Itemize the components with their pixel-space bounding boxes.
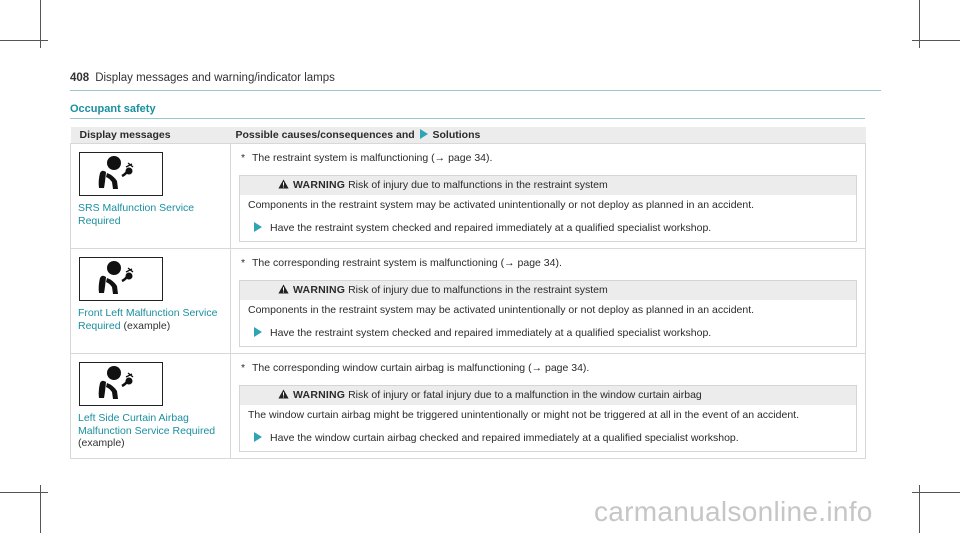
display-message-label: Front Left Malfunction Service Required	[78, 307, 218, 332]
display-message-text	[78, 412, 224, 450]
example-note: (example)	[123, 319, 171, 332]
display-message-text	[78, 307, 224, 332]
solution-item	[240, 321, 856, 346]
display-message-label: Left Side Curtain Airbag Malfunction Service Required	[78, 412, 216, 437]
col-header-prefix: Possible causes/consequences and	[235, 129, 415, 141]
crop-mark	[919, 0, 920, 48]
warning-text: Risk of injury due to malfunctions in the restraint system	[348, 179, 608, 191]
solution-item	[240, 426, 856, 451]
warning-header	[240, 176, 856, 195]
solution-item	[240, 216, 856, 241]
warning-body: Components in the restraint system may be activated unintentionally or not deploy as planned in an accident.	[240, 195, 856, 216]
crop-mark	[919, 485, 920, 533]
cause-text: The restraint system is malfunctioning (→ page 34).	[252, 152, 493, 164]
warning-body: Components in the restraint system may be activated unintentionally or not deploy as planned in an accident.	[240, 300, 856, 321]
warning-text: Risk of injury or fatal injury due to a malfunction in the window curtain airbag	[348, 389, 702, 401]
example-note: (example)	[78, 437, 125, 449]
cause-item	[238, 152, 857, 165]
warning-triangle-icon	[278, 389, 289, 399]
page-header	[70, 72, 335, 84]
play-arrow-icon	[254, 432, 262, 442]
table-row	[71, 354, 866, 459]
table-header-row	[71, 127, 866, 144]
crop-mark	[40, 485, 41, 533]
play-arrow-icon	[420, 129, 428, 139]
display-message-cell	[71, 144, 231, 249]
warning-box	[239, 385, 857, 452]
warning-header	[240, 281, 856, 300]
solution-text: Have the window curtain airbag checked and repaired immediately at a qualified specialist workshop.	[270, 432, 739, 444]
watermark: carmanualsonline.info	[594, 496, 873, 527]
col-header-suffix: Solutions	[432, 129, 481, 141]
table-row	[71, 249, 866, 354]
cause-item	[238, 362, 857, 375]
warning-text: Risk of injury due to malfunctions in the restraint system	[348, 284, 608, 296]
display-message-cell	[71, 249, 231, 354]
bullet-star-icon: *	[241, 362, 246, 374]
display-message-cell	[71, 354, 231, 459]
warning-label: WARNING	[293, 179, 346, 191]
col-header-causes-solutions	[231, 127, 866, 144]
solution-text: Have the restraint system checked and repaired immediately at a qualified specialist workshop.	[270, 222, 712, 234]
warning-triangle-icon	[278, 179, 289, 189]
table-row	[71, 144, 866, 249]
section-title: Occupant safety	[70, 103, 156, 115]
warning-label: WARNING	[293, 284, 346, 296]
col-header-display-messages: Display messages	[71, 127, 231, 144]
page-header-title: Display messages and warning/indicator lamps	[95, 72, 335, 84]
warning-label: WARNING	[293, 389, 346, 401]
cause-item	[238, 257, 857, 270]
solution-text: Have the restraint system checked and repaired immediately at a qualified specialist workshop.	[270, 327, 712, 339]
page-number: 408	[70, 72, 90, 84]
play-arrow-icon	[254, 222, 262, 232]
display-message-text: SRS Malfunction Service Required	[78, 202, 195, 227]
warning-body: The window curtain airbag might be triggered unintentionally or might not be triggered at all in the event of an accident.	[240, 405, 856, 426]
cause-text: The corresponding window curtain airbag is malfunctioning (→ page 34).	[252, 362, 590, 374]
causes-solutions-cell	[231, 354, 866, 459]
warning-box	[239, 175, 857, 242]
restraint-system-warning-icon	[79, 362, 163, 406]
header-divider	[70, 90, 881, 91]
play-arrow-icon	[254, 327, 262, 337]
bullet-star-icon: *	[241, 152, 246, 164]
section-divider	[70, 118, 865, 119]
causes-solutions-cell	[231, 144, 866, 249]
display-messages-table	[70, 127, 866, 459]
crop-mark	[40, 0, 41, 48]
warning-box	[239, 280, 857, 347]
warning-triangle-icon	[278, 284, 289, 294]
restraint-system-warning-icon	[79, 257, 163, 301]
warning-header	[240, 386, 856, 405]
bullet-star-icon: *	[241, 257, 246, 269]
causes-solutions-cell	[231, 249, 866, 354]
cause-text: The corresponding restraint system is malfunctioning (→ page 34).	[252, 257, 562, 269]
restraint-system-warning-icon	[79, 152, 163, 196]
